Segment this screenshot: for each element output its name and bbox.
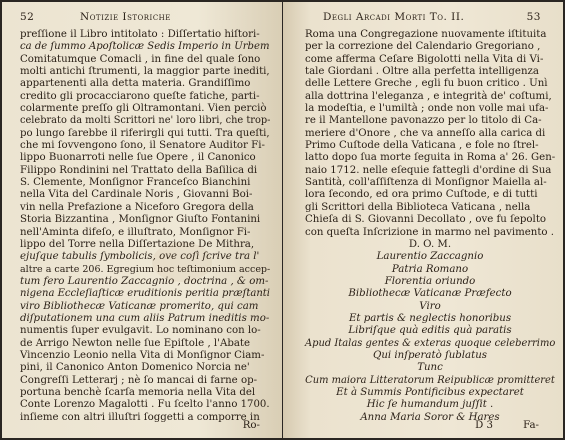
text-line: nell'Aminta difeſo, e illuſtrato, Monſignor Fi- — [20, 226, 251, 238]
text-line: Congreſſi Letterarj ; nè ſo mancai di farne op- — [20, 374, 258, 386]
text-line: diſputationem una cum aliis Patrum ineditis mo- — [20, 312, 270, 324]
text-line: per la correzione del Calendario Gregoriano , — [305, 41, 541, 53]
text-line: D. O. M. — [408, 238, 452, 250]
text-line: alla dottrina l'eleganza , e integrità de' coſtumi, — [305, 90, 552, 102]
text-line: naio 1712. nelle eſequie fattegli d'ordine di Sua — [305, 164, 552, 176]
text-line: Filippo Rondinini nel Trattato della Baſilica di — [20, 164, 258, 176]
text-line: la modeſtia, e l'umiltà ; onde non volle mai ufa- — [305, 103, 549, 115]
text-line: Hic ſe humandum juſſit . — [366, 399, 494, 411]
text-line: latto dopo ſua morte ſeguita in Roma a' 26. Gen- — [305, 152, 556, 164]
text-line: Cum maiora Litteratorum Reipublicæ promitteret — [305, 374, 555, 386]
text-line: preſſione il Libro intitolato : Diſſertatio hiſtori- — [20, 29, 260, 40]
text-line: Chieſa di S. Giovanni Decollato , ove fu ſepolto — [305, 214, 547, 226]
left-running-head — [2, 11, 282, 25]
text-line: inſieme con altri illuſtri ſoggetti a comporre in — [20, 411, 260, 423]
text-line: Conte Lorenzo Magalotti . Fu ſcelto l'anno 1700. — [20, 399, 270, 411]
text-line: Bibliothecæ Vaticanæ Præfecto — [348, 288, 512, 300]
text-line: Santità, coll'aſſiſtenza di Monſignor Maiella al- — [305, 177, 547, 189]
right-page — [283, 2, 563, 438]
text-line: nigena Eccleſiaſticæ eruditionis peritia præſtanti — [20, 288, 271, 300]
text-line: tale Giordani . Oltre alla perfetta intelligenza — [305, 66, 539, 78]
text-line: S. Clemente, Monſignor Franceſco Bianchini — [20, 177, 251, 189]
text-line: po lungo ſarebbe il riferirgli qui tutti. Tra queſti, — [20, 127, 270, 139]
text-line: gli Scrittori della Biblioteca Vaticana , nella — [305, 201, 531, 213]
text-line: ca de ſummo Apoſtolicæ Sedis Imperio in Urbem — [20, 41, 270, 53]
text-line: Vincenzio Leonio nella Vita di Monſignor Ciam- — [20, 349, 265, 361]
text-line: lippo Buonarroti nelle ſue Opere , il Canonico — [20, 152, 256, 164]
text-line: Et à Summis Pontificibus expectaret — [336, 386, 524, 398]
text-line: Anna Maria Soror & Hares — [360, 411, 500, 423]
right-running-head — [283, 11, 563, 25]
left-catchword: Ro- — [242, 420, 260, 431]
text-line: Tunc — [417, 362, 443, 374]
text-line: Et partis & neglectis honoribus — [348, 312, 512, 324]
text-line: appartenenti alla detta materia. Grandiſſimo — [20, 78, 251, 90]
right-signature-mark: D 3 — [475, 420, 493, 431]
text-line: delle Lettere Greche , egli fu buon critico . Unì — [305, 78, 548, 90]
text-line: re il Mantellone pavonazzo per lo titolo di Ca- — [305, 115, 542, 127]
text-line: Viro — [419, 300, 441, 312]
text-line: Libriſque quà editis quà paratis — [348, 325, 512, 337]
text-line: lora ſecondo, ed ora primo Cuſtode, e di tutti — [305, 189, 538, 201]
text-line: con queſta Inſcrizione in marmo nel pavimento . — [305, 226, 555, 238]
text-line: come afferma Ceſare Bigolotti nella Vita di Vi- — [305, 53, 544, 65]
text-line: Laurentio Zaccagnio — [376, 251, 484, 263]
left-running-title: Notizie Istoriche — [80, 11, 171, 23]
text-line: numentis ſuper evulgavit. Lo nominano con lo- — [20, 325, 261, 337]
text-line: vin nella Prefazione a Niceforo Gregora della — [20, 201, 254, 213]
text-line: celebrato da molti Scrittori ne' loro libri, che trop- — [20, 115, 271, 127]
left-page — [2, 2, 282, 438]
text-line: Roma una Congregazione nuovamente iſtituita — [305, 29, 547, 40]
text-line: de Arrigo Newton nelle ſue Epiſtole , l'Abate — [20, 337, 251, 349]
text-line: molti antichi ſtrumenti, la maggior parte inediti, — [20, 66, 270, 78]
text-line: pini, il Canonico Anton Domenico Norcia ne' — [20, 362, 250, 374]
text-line: meriere d'Onore , che va anneſſo alla carica di — [305, 127, 546, 139]
text-line: Apud Italas gentes & exteras quoque celeberrimo — [305, 337, 556, 349]
text-line: Patria Romano — [391, 263, 469, 275]
left-page-number: 52 — [20, 11, 35, 23]
text-line: viro Bibliothecæ Vaticanæ promerito, qui cam — [20, 300, 259, 312]
text-line: Qui inſperatò ſublatus — [372, 349, 488, 361]
text-line: ejuſque tabulis ſymbolicis, ove coſì ſcrive tra l' — [20, 251, 260, 263]
text-line: colarmente preſſo gli Oltramontani. Vien perciò — [20, 103, 267, 115]
paper-stain — [152, 242, 212, 282]
text-line: Storia Bizzantina , Monſignor Giuſto Fontanini — [20, 214, 261, 226]
text-line: nella Vita del Cardinale Noris , Giovanni Boi- — [20, 189, 253, 201]
right-running-title: Degli Arcadi Morti To. II. — [323, 11, 465, 23]
left-body-text — [20, 29, 270, 424]
right-catchword: Fa- — [523, 420, 539, 431]
text-line: Florentia oriundo — [384, 275, 476, 287]
text-line: che mi ſovvengono ſono, il Senatore Auditor Fi- — [20, 140, 265, 152]
text-line: lippo del Torre nella Diſſertazione De Mithra, — [20, 238, 255, 250]
text-line: credito gli procacciarono queſte fatiche, parti- — [20, 90, 260, 102]
text-line: tum fero Laurentio Zaccagnio , doctrina , & om- — [20, 275, 269, 287]
text-line: portuna benchè ſcarſa memoria nella Vita del — [20, 386, 256, 398]
right-body-text — [305, 29, 555, 424]
right-page-number: 53 — [526, 11, 541, 23]
text-line: Primo Cuſtode della Vaticana , e fole no ſtrel- — [305, 140, 539, 152]
text-line: Comitatumque Comacli , in fine del quale ſono — [20, 53, 261, 65]
text-line: altre a carte 206. Egregium hoc teſtimonium accep- — [20, 263, 271, 275]
